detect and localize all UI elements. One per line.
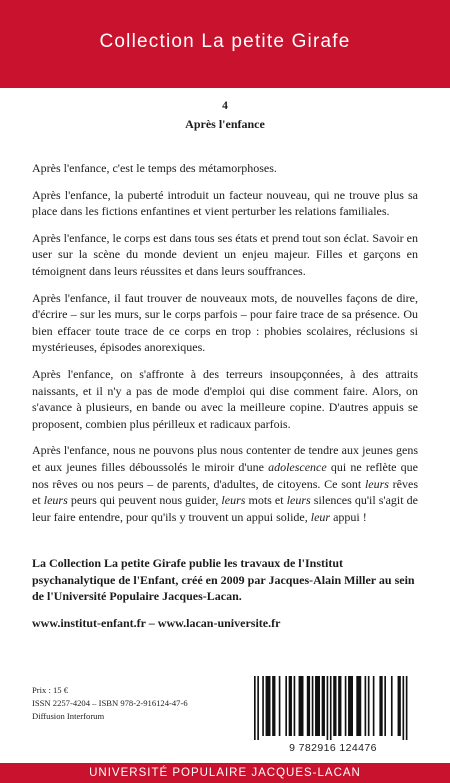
barcode-digits: 9 782916 124476 xyxy=(289,742,377,754)
series-title: Collection La petite Girafe xyxy=(99,31,351,52)
blurb-paragraph xyxy=(32,290,418,356)
barcode-bars-icon xyxy=(246,672,420,742)
distribution: Diffusion Interforum xyxy=(32,711,105,721)
barcode-bar xyxy=(368,676,370,736)
italic-run: leurs xyxy=(43,493,68,508)
text-run: Après l'enfance, il faut trouver de nouveaux mots, de nouvelles façons de dire, d'écrire – sur les murs, sur le corps parfois – pour faire trace de sa présence. Ou bien effacer toute trace de ce corps en trop : phobies scolaires, réclusions si mystérieuses, épisodes anorexiques. xyxy=(32,290,418,355)
collection-blurb: La Collection La petite Girafe publie les travaux de l'Institut psychanalytique de l'Enfant, créé en 2009 par Jacques-Alain Miller au sein de l'Université Populaire Jacques-Lacan. xyxy=(32,556,415,604)
text-run: Après l'enfance, le corps est dans tous ses états et prend tout son éclat. Savoir en user sur la scène du monde devient un enjeu majeur. Filles et garçons en témoignent dans leurs réussites et dans leurs souffrances. xyxy=(32,230,418,278)
barcode-bar xyxy=(279,676,281,736)
barcode-bar xyxy=(384,676,386,736)
text-run: rêves et xyxy=(32,476,418,508)
websites: www.institut-enfant.fr – www.lacan-universite.fr xyxy=(32,616,281,631)
text-run: Après l'enfance, c'est le temps des métamorphoses. xyxy=(32,161,277,175)
barcode-bar xyxy=(403,676,405,740)
barcode-bar xyxy=(338,676,341,736)
barcode-bar xyxy=(294,676,296,736)
barcode-bar xyxy=(272,676,275,736)
barcode-bar xyxy=(330,676,332,740)
blurb-paragraph xyxy=(32,442,418,525)
barcode-bar xyxy=(356,676,361,736)
barcode-bar xyxy=(285,676,287,736)
barcode-bar xyxy=(333,676,336,736)
barcode-bar xyxy=(379,676,382,736)
issn-isbn: ISSN 2257-4204 – ISBN 978-2-916124-47-6 xyxy=(32,698,188,708)
barcode-bar xyxy=(262,676,264,736)
barcode-bar xyxy=(257,676,259,740)
italic-run: leur xyxy=(310,509,331,524)
blurb-paragraph xyxy=(32,160,418,177)
barcode-bar xyxy=(398,676,401,736)
barcode-bar xyxy=(322,676,325,736)
back-cover-text xyxy=(32,98,418,631)
blurb-paragraph xyxy=(32,366,418,432)
text-run: silences qu'il s'agit de leur faire entendre, pour qu'ils y trouvent un appui solide, xyxy=(32,493,418,524)
text-run: Après l'enfance, la puberté introduit un facteur nouveau, qui ne trouve plus sa place dans les fictions enfantines et vient perturber les relations familiales. xyxy=(32,187,418,219)
italic-run: adolescence xyxy=(268,459,327,474)
text-run: Après l'enfance, nous ne pouvons plus nous contenter de tendre aux jeunes gens et aux jeunes filles déboussolés le miroir d'une xyxy=(32,443,418,474)
barcode-bar xyxy=(266,676,271,736)
barcode-bar xyxy=(348,676,353,736)
blurb-paragraphs xyxy=(32,160,418,525)
barcode-bar xyxy=(289,676,292,736)
barcode-bar xyxy=(391,676,393,736)
barcode-bar xyxy=(373,676,375,736)
barcode-bar xyxy=(312,676,314,736)
blurb-paragraph xyxy=(32,230,418,280)
volume-number: 4 xyxy=(222,100,228,112)
header-band xyxy=(0,0,450,88)
text-run: mots et xyxy=(245,493,287,508)
text-run: peurs qui peuvent nous guider, xyxy=(67,493,222,508)
publisher-name: UNIVERSITÉ POPULAIRE JACQUES-LACAN xyxy=(89,767,361,779)
italic-run: leurs xyxy=(286,493,311,508)
barcode-bar xyxy=(327,676,329,740)
barcode-bar xyxy=(406,676,408,740)
price-label: Prix : 15 € xyxy=(32,685,69,695)
footer-band xyxy=(0,763,450,783)
barcode-bar xyxy=(307,676,310,736)
isbn-barcode xyxy=(246,672,420,756)
legal-info xyxy=(32,684,232,723)
text-run: qui ne reflète que nos rêves ou nos peurs – de parents, d'adultes, de citoyens. Ce sont xyxy=(32,459,418,491)
barcode-bar xyxy=(254,676,256,740)
text-run: appui ! xyxy=(330,509,367,524)
blurb-paragraph xyxy=(32,187,418,220)
book-title: Après l'enfance xyxy=(185,117,265,131)
barcode-bar xyxy=(299,676,304,736)
barcode-bar xyxy=(315,676,320,736)
barcode-bar xyxy=(365,676,367,736)
italic-run: leurs xyxy=(221,493,246,508)
barcode-bar xyxy=(345,676,347,736)
text-run: Après l'enfance, on s'affronte à des terreurs insoupçonnées, à des attraits naissants, et il n'y a pas de mode d'emploi qui dise comment faire. Alors, on s'avance à plusieurs, en bande ou avec la meilleure copine. D'autres appuis se proposent, combien plus périlleux et radicaux parfois. xyxy=(32,366,418,431)
italic-run: leurs xyxy=(364,476,389,491)
